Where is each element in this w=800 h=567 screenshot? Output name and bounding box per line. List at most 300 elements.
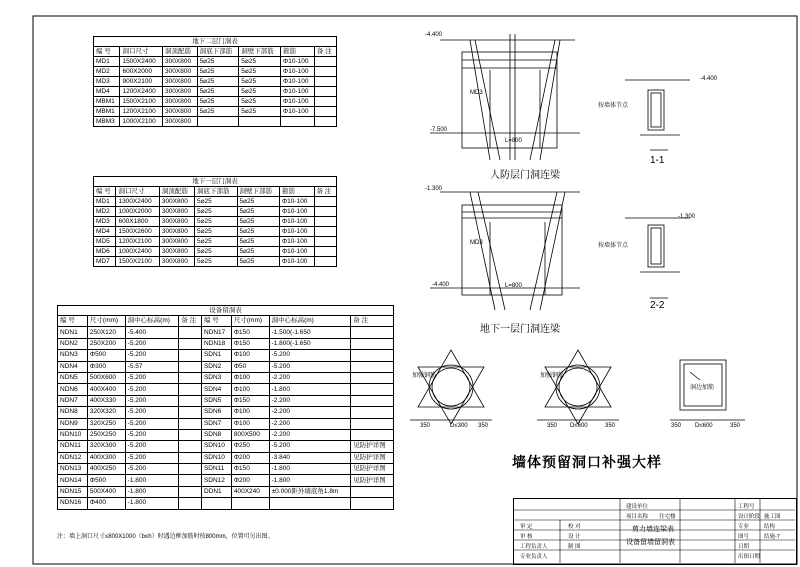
table-cell: -5.200: [125, 407, 179, 418]
dimension-label: L=800: [505, 138, 522, 144]
header-cell: 洞壁下部筋: [239, 47, 281, 57]
header-cell: 编 号: [94, 187, 116, 197]
table-cell: NDN2: [58, 338, 88, 349]
table-cell: Φ50: [231, 361, 269, 372]
dimension-label: L=800: [505, 283, 522, 289]
drawing-name: 设备留墙留洞表: [626, 539, 675, 546]
table-cell: [351, 395, 394, 406]
table-row: [94, 97, 337, 107]
table-cell: [281, 117, 315, 127]
bar-label: MD3: [470, 90, 483, 96]
table-cell: NDN15: [58, 486, 88, 497]
table-cell: [314, 217, 337, 227]
table-cell: -2.200: [269, 429, 351, 440]
table-cell: 5⌀25: [195, 237, 238, 247]
tb-sign: 校 对: [568, 524, 581, 530]
table-cell: 5⌀25: [237, 217, 280, 227]
table-cell: SDN6: [201, 407, 231, 418]
table-cell: MD3: [94, 217, 116, 227]
table-cell: [231, 498, 269, 509]
dimension-label: D≤300: [450, 423, 468, 429]
table-cell: 800X500: [231, 429, 269, 440]
table-cell: MD1: [94, 57, 120, 67]
table-cell: 1500X2100: [120, 97, 163, 107]
table-cell: 300X800: [163, 87, 198, 97]
table-cell: [179, 452, 202, 463]
table-cell: MD2: [94, 207, 116, 217]
table-cell: 5⌀25: [239, 57, 281, 67]
table-cell: -5.200: [125, 418, 179, 429]
table-row: [94, 57, 337, 67]
table-cell: 1500X2100: [116, 257, 159, 267]
table-cell: 300X800: [163, 67, 198, 77]
table-cell: [351, 350, 394, 361]
table-cell: 1500X2600: [116, 227, 159, 237]
table-cell: -5.200: [269, 350, 351, 361]
table-cell: -5.200: [125, 441, 179, 452]
tb-field: 出图日期: [738, 554, 761, 560]
table-cell: ±0.000距外墙底角1.8m: [269, 486, 351, 497]
table-cell: MBM3: [94, 117, 120, 127]
tb-field: 建设单位: [626, 504, 649, 510]
table-cell: MD5: [94, 237, 116, 247]
table-cell: Φ100: [231, 384, 269, 395]
table-row: [94, 247, 337, 257]
table-cell: [179, 475, 202, 486]
table-cell: 250X120: [87, 327, 125, 338]
table-cell: 5⌀25: [197, 57, 239, 67]
table-cell: MD4: [94, 227, 116, 237]
header-cell: 洞口尺寸: [116, 187, 159, 197]
dimension-label: D≤600: [695, 423, 713, 429]
table-cell: 400X330: [87, 395, 125, 406]
table-row: [94, 107, 337, 117]
table-cell: -1.800(-1.650: [269, 338, 351, 349]
table-cell: Φ150: [231, 464, 269, 475]
table-cell: [314, 257, 337, 267]
table-cell: NDN1: [58, 327, 88, 338]
table-cell: [179, 486, 202, 497]
table-cell: SDN11: [201, 464, 231, 475]
table-cell: [314, 237, 337, 247]
table-cell: [351, 498, 394, 509]
table-cell: Φ200: [231, 452, 269, 463]
table-cell: [351, 486, 394, 497]
table-cell: 5⌀25: [197, 67, 239, 77]
table-cell: 5⌀25: [197, 77, 239, 87]
table-cell: [351, 372, 394, 383]
table-cell: [201, 498, 231, 509]
table-cell: SDN2: [201, 361, 231, 372]
table-cell: -2.200: [269, 407, 351, 418]
table-cell: 5⌀25: [197, 107, 239, 117]
table-cell: Φ500: [87, 350, 125, 361]
table-cell: 5⌀25: [239, 97, 281, 107]
table-cell: -1.800: [269, 475, 351, 486]
table-cell: 300X800: [159, 257, 194, 267]
table-row: [58, 384, 394, 395]
header-cell: 洞中心标高(m): [269, 316, 351, 327]
table-cell: MD4: [94, 87, 120, 97]
table-cell: Φ10-100: [280, 247, 315, 257]
table-cell: [179, 338, 202, 349]
table-cell: [351, 327, 394, 338]
equipment-opening-table: [57, 305, 394, 510]
table-cell: 250X200: [87, 338, 125, 349]
table-cell: MBM1: [94, 107, 120, 117]
basement1-door-table: [93, 176, 337, 267]
table-cell: SDN1: [201, 350, 231, 361]
table-cell: 5⌀25: [197, 87, 239, 97]
table-row: [58, 498, 394, 509]
table-cell: 1000X2100: [120, 117, 163, 127]
header-cell: 洞口尺寸: [120, 47, 163, 57]
table-cell: Φ400: [87, 498, 125, 509]
rebar-label: 加强钢筋: [412, 373, 437, 379]
table-row: [58, 327, 394, 338]
table-cell: [351, 361, 394, 372]
table-cell: -2.200: [269, 395, 351, 406]
dimension-label: 350: [671, 423, 682, 429]
table-note: 注：墙上洞口尺寸≤800X1000（b≤h）时遇边框加筋时按800mm，位置可另出图。: [57, 534, 274, 540]
table-cell: [351, 338, 394, 349]
table-cell: [351, 418, 394, 429]
table-cell: 5⌀25: [237, 257, 280, 267]
table-cell: -5.200: [125, 384, 179, 395]
table-cell: [314, 247, 337, 257]
section-note: 按墙体节点: [598, 243, 629, 249]
tb-field: 日期: [738, 544, 750, 550]
tb-sign: 制 图: [568, 544, 581, 550]
main-detail-title: 墙体预留洞口补强大样: [512, 454, 662, 470]
table-cell: Φ100: [231, 350, 269, 361]
dimension-label: 350: [730, 423, 741, 429]
table-cell: SDN4: [201, 384, 231, 395]
table-cell: -5.200: [125, 372, 179, 383]
table-cell: [314, 227, 337, 237]
table-cell: 300X800: [163, 77, 198, 87]
table-cell: [314, 77, 336, 87]
table-cell: NDN17: [201, 327, 231, 338]
table-cell: 见防护详图: [351, 475, 394, 486]
table-cell: Φ150: [231, 338, 269, 349]
table-cell: Φ10-100: [281, 97, 315, 107]
table-cell: Φ100: [231, 407, 269, 418]
table-cell: Φ10-100: [281, 107, 315, 117]
table-cell: Φ10-100: [281, 87, 315, 97]
drawing-name: 剪力墙连梁表: [632, 526, 674, 533]
table-cell: [269, 498, 351, 509]
table-cell: -5.200: [269, 361, 351, 372]
table-cell: MBM1: [94, 97, 120, 107]
title-block: [513, 498, 797, 565]
table-cell: 300X800: [159, 197, 194, 207]
table-cell: 250X250: [87, 429, 125, 440]
table-cell: 5⌀25: [237, 197, 280, 207]
table-cell: Φ300: [87, 361, 125, 372]
table-cell: [179, 407, 202, 418]
table-cell: -5.200: [125, 464, 179, 475]
table-cell: [179, 498, 202, 509]
table-cell: [179, 350, 202, 361]
header-cell: 洞中心标高(m): [125, 316, 179, 327]
section-1-1: [625, 80, 690, 150]
table-cell: 5⌀25: [237, 207, 280, 217]
table-cell: Φ10-100: [281, 57, 315, 67]
table-cell: [179, 395, 202, 406]
table-cell: [351, 407, 394, 418]
header-cell: 箍筋: [281, 47, 315, 57]
table-cell: Φ10-100: [281, 77, 315, 87]
table-cell: -1.800: [125, 486, 179, 497]
table-cell: Φ200: [231, 475, 269, 486]
tb-field: 设计阶段: [738, 514, 761, 520]
section-note: 按墙体节点: [598, 103, 629, 109]
rebar-label: 加强钢筋: [540, 373, 565, 379]
table-cell: NDN8: [58, 407, 88, 418]
table-cell: 5⌀25: [195, 257, 238, 267]
table-cell: Φ100: [231, 372, 269, 383]
tb-field: 施工图: [764, 514, 781, 520]
table-cell: 1200X2100: [120, 107, 163, 117]
table-cell: [179, 464, 202, 475]
table-cell: Φ10-100: [280, 217, 315, 227]
table-cell: 见防护详图: [351, 464, 394, 475]
table-cell: 5⌀25: [195, 247, 238, 257]
table-cell: 400X300: [87, 452, 125, 463]
table-cell: 5⌀25: [237, 227, 280, 237]
table-cell: DDN1: [201, 486, 231, 497]
dimension-label: 350: [547, 423, 558, 429]
table-cell: -1.500(-1.650: [269, 327, 351, 338]
table-cell: 1500X2400: [120, 57, 163, 67]
table-cell: NDN10: [58, 429, 88, 440]
header-cell: 洞顶配筋: [163, 47, 198, 57]
header-cell: 尺寸(mm): [231, 316, 269, 327]
table-row: [58, 350, 394, 361]
beam1-title: 人防层门洞连梁: [490, 170, 560, 181]
table-row: [58, 395, 394, 406]
table-row: [94, 77, 337, 87]
dimension-label: 350: [420, 423, 431, 429]
elevation-label: -4.400: [425, 32, 443, 38]
table-cell: 500X600: [87, 372, 125, 383]
table-row: [94, 67, 337, 77]
table-cell: 5⌀25: [195, 217, 238, 227]
table-cell: 300X800: [159, 217, 194, 227]
table-cell: MD1: [94, 197, 116, 207]
rebar-label: 洞边加筋: [690, 385, 715, 391]
table-title: 设备留洞表: [57, 305, 394, 315]
bar-label: MD3: [470, 240, 483, 246]
table-row: [94, 217, 337, 227]
table-cell: MD3: [94, 77, 120, 87]
table-cell: 400X240: [231, 486, 269, 497]
table-cell: [179, 327, 202, 338]
header-cell: 备 注: [179, 316, 202, 327]
table-cell: SDN12: [201, 475, 231, 486]
header-cell: 洞顶配筋: [159, 187, 194, 197]
section-2-label: 2-2: [650, 300, 665, 311]
header-cell: 洞底下部筋: [197, 47, 239, 57]
section-2-2: [625, 218, 690, 298]
table-cell: [351, 384, 394, 395]
table-cell: 1200X2400: [120, 87, 163, 97]
table-cell: 300X800: [163, 97, 198, 107]
table-cell: [179, 372, 202, 383]
table-cell: 见防护详图: [351, 441, 394, 452]
tb-field: 住宅楼: [659, 514, 676, 520]
table-cell: MD7: [94, 257, 116, 267]
table-cell: Φ150: [231, 327, 269, 338]
table-cell: 1000X2400: [116, 247, 159, 257]
dimension-label: 350: [605, 423, 616, 429]
table-cell: -1.800: [269, 384, 351, 395]
table-cell: [179, 384, 202, 395]
table-title: 地下二层门洞表: [93, 36, 337, 46]
table-cell: Φ10-100: [281, 67, 315, 77]
table-cell: -1.800: [125, 475, 179, 486]
table-title: 地下一层门洞表: [93, 176, 337, 186]
table-cell: NDN4: [58, 361, 88, 372]
dimension-label: D≤600: [570, 423, 588, 429]
table-cell: 1000X2000: [116, 207, 159, 217]
opening-detail-1: [410, 350, 492, 424]
tb-sign: 专业负责人: [520, 554, 548, 560]
table-cell: 1300X2400: [116, 197, 159, 207]
table-cell: SDN3: [201, 372, 231, 383]
table-cell: Φ100: [231, 418, 269, 429]
table-cell: NDN9: [58, 418, 88, 429]
tb-field: 专业: [738, 524, 750, 530]
table-cell: 5⌀25: [195, 207, 238, 217]
table-cell: -5.200: [269, 441, 351, 452]
table-cell: -1.800: [125, 498, 179, 509]
table-cell: -2.200: [269, 372, 351, 383]
table-header-row: [94, 47, 337, 57]
table-cell: Φ10-100: [280, 237, 315, 247]
table-cell: -5.200: [125, 350, 179, 361]
table-cell: 320X320: [87, 407, 125, 418]
table-cell: 320X300: [87, 441, 125, 452]
table-row: [94, 227, 337, 237]
table-cell: 400X400: [87, 384, 125, 395]
table-cell: 500X400: [87, 486, 125, 497]
dimension-label: 350: [478, 423, 489, 429]
tb-field: 结施-7: [764, 534, 780, 540]
table-cell: [351, 429, 394, 440]
table-cell: -2.200: [269, 418, 351, 429]
table-row: [58, 418, 394, 429]
table-row: [58, 361, 394, 372]
table-cell: NDN14: [58, 475, 88, 486]
table-cell: SDN5: [201, 395, 231, 406]
table-row: [94, 117, 337, 127]
table-row: [58, 441, 394, 452]
table-cell: 5⌀25: [195, 197, 238, 207]
opening-detail-2: [537, 350, 619, 424]
header-cell: 编 号: [58, 316, 88, 327]
elevation-label: -4.400: [432, 282, 450, 288]
elevation-label: -7.500: [430, 127, 448, 133]
table-header-row: [94, 187, 337, 197]
table-cell: Φ250: [231, 441, 269, 452]
table-cell: Φ500: [87, 475, 125, 486]
table-cell: 320X250: [87, 418, 125, 429]
table-cell: -5.200: [125, 395, 179, 406]
elevation-label: -1.300: [425, 186, 443, 192]
table-cell: SDN8: [201, 429, 231, 440]
table-cell: Φ150: [231, 395, 269, 406]
table-cell: 5⌀25: [239, 87, 281, 97]
table-cell: Φ10-100: [280, 207, 315, 217]
table-cell: 5⌀25: [239, 67, 281, 77]
table-cell: [314, 87, 336, 97]
table-cell: 5⌀25: [237, 247, 280, 257]
table-cell: NDN5: [58, 372, 88, 383]
table-cell: 300X800: [159, 227, 194, 237]
table-cell: [314, 57, 336, 67]
header-cell: 洞底下部筋: [195, 187, 238, 197]
header-cell: 尺寸(mm): [87, 316, 125, 327]
table-cell: SDN7: [201, 418, 231, 429]
table-cell: 5⌀25: [237, 237, 280, 247]
table-cell: 900X2100: [120, 77, 163, 87]
table-cell: NDN6: [58, 384, 88, 395]
table-cell: 300X800: [163, 107, 198, 117]
table-cell: 300X800: [163, 57, 198, 67]
tb-sign: 审 定: [520, 524, 533, 530]
table-row: [58, 372, 394, 383]
table-cell: [314, 197, 337, 207]
table-cell: [314, 97, 336, 107]
header-cell: 备 注: [314, 47, 336, 57]
table-cell: NDN18: [201, 338, 231, 349]
table-row: [58, 464, 394, 475]
header-cell: 备 注: [351, 316, 394, 327]
header-cell: 洞壁下部筋: [237, 187, 280, 197]
table-cell: 300X800: [163, 117, 198, 127]
section-1-label: 1-1: [650, 155, 665, 166]
table-row: [58, 486, 394, 497]
table-row: [94, 197, 337, 207]
table-header-row: [58, 316, 394, 327]
table-cell: NDN11: [58, 441, 88, 452]
table-cell: 600X1800: [116, 217, 159, 227]
table-cell: 300X800: [159, 237, 194, 247]
table-cell: -5.57: [125, 361, 179, 372]
table-row: [58, 452, 394, 463]
table-cell: [314, 107, 336, 117]
table-cell: [197, 117, 239, 127]
header-cell: 备 注: [314, 187, 337, 197]
table-cell: -1.800: [269, 464, 351, 475]
table-cell: 600X2000: [120, 67, 163, 77]
table-cell: Φ10-100: [280, 227, 315, 237]
table-cell: -3.840: [269, 452, 351, 463]
table-row: [58, 429, 394, 440]
table-cell: NDN16: [58, 498, 88, 509]
table-cell: MD2: [94, 67, 120, 77]
table-cell: [179, 418, 202, 429]
table-cell: 5⌀25: [239, 107, 281, 117]
table-cell: Φ10-100: [280, 257, 315, 267]
tb-field: 工程号: [738, 504, 755, 510]
table-cell: NDN12: [58, 452, 88, 463]
table-row: [94, 87, 337, 97]
table-cell: 5⌀25: [195, 227, 238, 237]
tb-field: 图号: [738, 534, 750, 540]
